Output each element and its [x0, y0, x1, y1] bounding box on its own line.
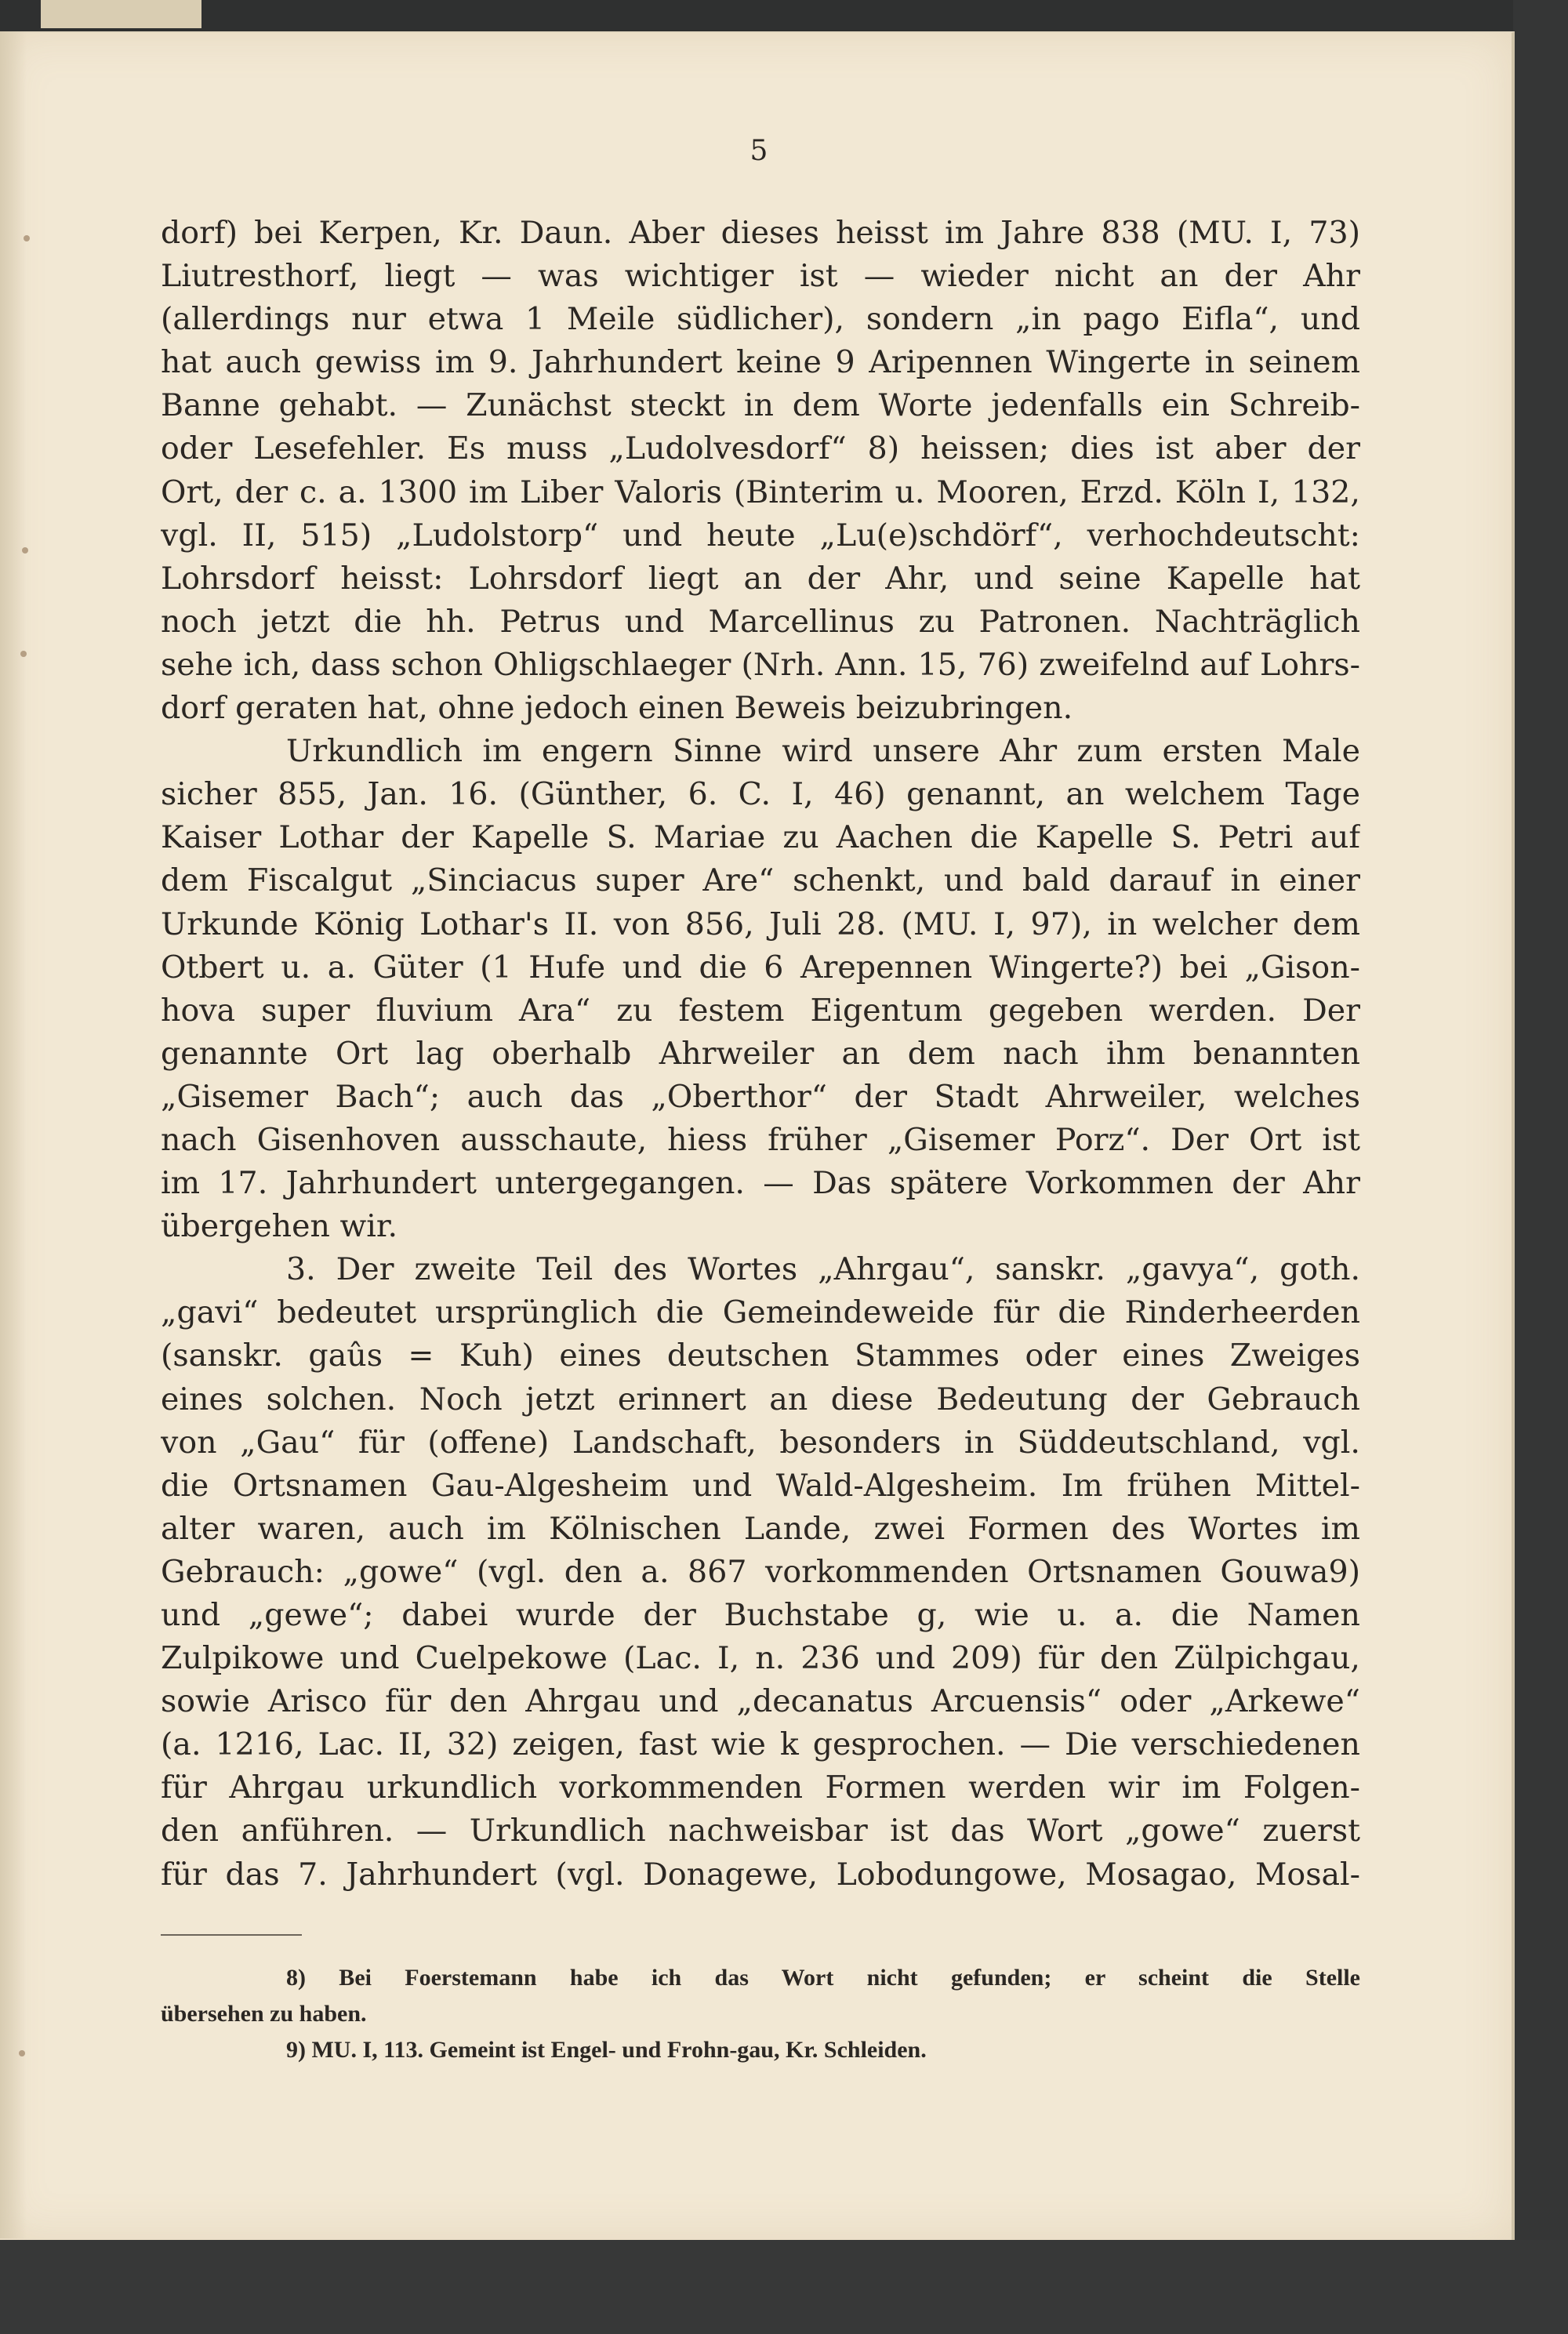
footnotes	[161, 1960, 1360, 2068]
text-line: Otbert u. a. Güter (1 Hufe und die 6 Arepennen Wingerte?) bei „Gison-	[161, 949, 1360, 986]
text-line: Ort, der c. a. 1300 im Liber Valoris (Binterim u. Mooren, Erzd. Köln I, 132,	[161, 474, 1360, 510]
margin-speck	[24, 235, 30, 241]
margin-speck	[19, 2050, 25, 2056]
text-line: (allerdings nur etwa 1 Meile südlicher), sondern „in pago Eifla“, und	[161, 301, 1360, 338]
text-line: Banne gehabt. — Zunächst steckt in dem Worte jedenfalls ein Schreib-	[161, 387, 1360, 424]
text-line: dorf geraten hat, ohne jedoch einen Beweis beizubringen.	[161, 690, 1073, 727]
footnote-line: übersehen zu haben.	[161, 2001, 367, 2027]
text-line: (a. 1216, Lac. II, 32) zeigen, fast wie k gesprochen. — Die verschiedenen	[161, 1726, 1360, 1763]
text-line: sowie Arisco für den Ahrgau und „decanatus Arcuensis“ oder „Arkewe“	[161, 1683, 1360, 1720]
margin-speck	[20, 651, 27, 657]
text-line: Urkundlich im engern Sinne wird unsere Ahr zum ersten Male	[286, 733, 1360, 770]
text-line: alter waren, auch im Kölnischen Lande, zwei Formen des Wortes im	[161, 1510, 1360, 1547]
page-spine-shadow	[0, 31, 27, 2238]
text-line: sehe ich, dass schon Ohligschlaeger (Nrh. Ann. 15, 76) zweifelnd auf Lohrs-	[161, 646, 1360, 683]
text-line: nach Gisenhoven ausschaute, hiess früher „Gisemer Porz“. Der Ort ist	[161, 1121, 1360, 1158]
text-line: den anführen. — Urkundlich nachweisbar ist das Wort „gowe“ zuerst	[161, 1813, 1360, 1849]
text-line: im 17. Jahrhundert untergegangen. — Das spätere Vorkommen der Ahr	[161, 1165, 1360, 1202]
text-line: vgl. II, 515) „Ludolstorp“ und heute „Lu(e)schdörf“, verhochdeutscht:	[161, 517, 1360, 554]
footnote-divider	[161, 1934, 302, 1936]
text-line: für Ahrgau urkundlich vorkommenden Formen werden wir im Folgen-	[161, 1770, 1360, 1806]
scan-background-right	[1513, 0, 1568, 2334]
text-line: dorf) bei Kerpen, Kr. Daun. Aber dieses heisst im Jahre 838 (MU. I, 73)	[161, 215, 1360, 251]
text-line: oder Lesefehler. Es muss „Ludolvesdorf“ 8) heissen; dies ist aber der	[161, 430, 1360, 467]
text-line: hat auch gewiss im 9. Jahrhundert keine 9 Aripennen Wingerte in seinem	[161, 344, 1360, 381]
text-line: die Ortsnamen Gau-Algesheim und Wald-Algesheim. Im frühen Mittel-	[161, 1467, 1360, 1504]
text-line: (sanskr. gaûs = Kuh) eines deutschen Stammes oder eines Zweiges	[161, 1338, 1360, 1374]
text-line: eines solchen. Noch jetzt erinnert an diese Bedeutung der Gebrauch	[161, 1381, 1360, 1417]
text-line: dem Fiscalgut „Sinciacus super Are“ schenkt, und bald darauf in einer	[161, 862, 1360, 899]
text-line: „Gisemer Bach“; auch das „Oberthor“ der Stadt Ahrweiler, welches	[161, 1078, 1360, 1115]
text-line: 3. Der zweite Teil des Wortes „Ahrgau“, sanskr. „gavya“, goth.	[286, 1251, 1360, 1288]
text-line: hova super fluvium Ara“ zu festem Eigentum gegeben werden. Der	[161, 992, 1360, 1029]
text-line: übergehen wir.	[161, 1208, 397, 1245]
text-line: Gebrauch: „gowe“ (vgl. den a. 867 vorkommenden Ortsnamen Gouwa9)	[161, 1553, 1360, 1590]
text-line: genannte Ort lag oberhalb Ahrweiler an dem nach ihm benannten	[161, 1035, 1360, 1072]
text-line: sicher 855, Jan. 16. (Günther, 6. C. I, 46) genannt, an welchem Tage	[161, 776, 1360, 813]
text-line: Urkunde König Lothar's II. von 856, Juli 28. (MU. I, 97), in welcher dem	[161, 906, 1360, 942]
text-line: für das 7. Jahrhundert (vgl. Donagewe, Lobodungowe, Mosagao, Mosal-	[161, 1856, 1360, 1893]
margin-speck	[22, 547, 28, 554]
text-line: Liutresthorf, liegt — was wichtiger ist — wieder nicht an der Ahr	[161, 258, 1360, 295]
text-line: noch jetzt die hh. Petrus und Marcellinus zu Patronen. Nachträglich	[161, 603, 1360, 640]
scan-background-bottom	[0, 2240, 1568, 2334]
text-line: Lohrsdorf heisst: Lohrsdorf liegt an der Ahr, und seine Kapelle hat	[161, 560, 1360, 597]
page-number: 5	[750, 135, 768, 167]
paper-tab	[41, 0, 201, 28]
body-text	[161, 212, 1360, 1897]
text-line: Kaiser Lothar der Kapelle S. Mariae zu Aachen die Kapelle S. Petri auf	[161, 819, 1360, 856]
text-line: „gavi“ bedeutet ursprünglich die Gemeindeweide für die Rinderheerden	[161, 1294, 1360, 1331]
scan-background-top	[0, 0, 1568, 33]
text-line: und „gewe“; dabei wurde der Buchstabe g, wie u. a. die Namen	[161, 1597, 1360, 1633]
text-line: Zulpikowe und Cuelpekowe (Lac. I, n. 236 und 209) für den Zülpichgau,	[161, 1640, 1360, 1677]
text-line: von „Gau“ für (offene) Landschaft, besonders in Süddeutschland, vgl.	[161, 1424, 1360, 1461]
footnote-line: 9) MU. I, 113. Gemeint ist Engel- und Frohn-gau, Kr. Schleiden.	[286, 2037, 927, 2063]
footnote-line: 8) Bei Foerstemann habe ich das Wort nicht gefunden; er scheint die Stelle	[286, 1965, 1360, 1991]
